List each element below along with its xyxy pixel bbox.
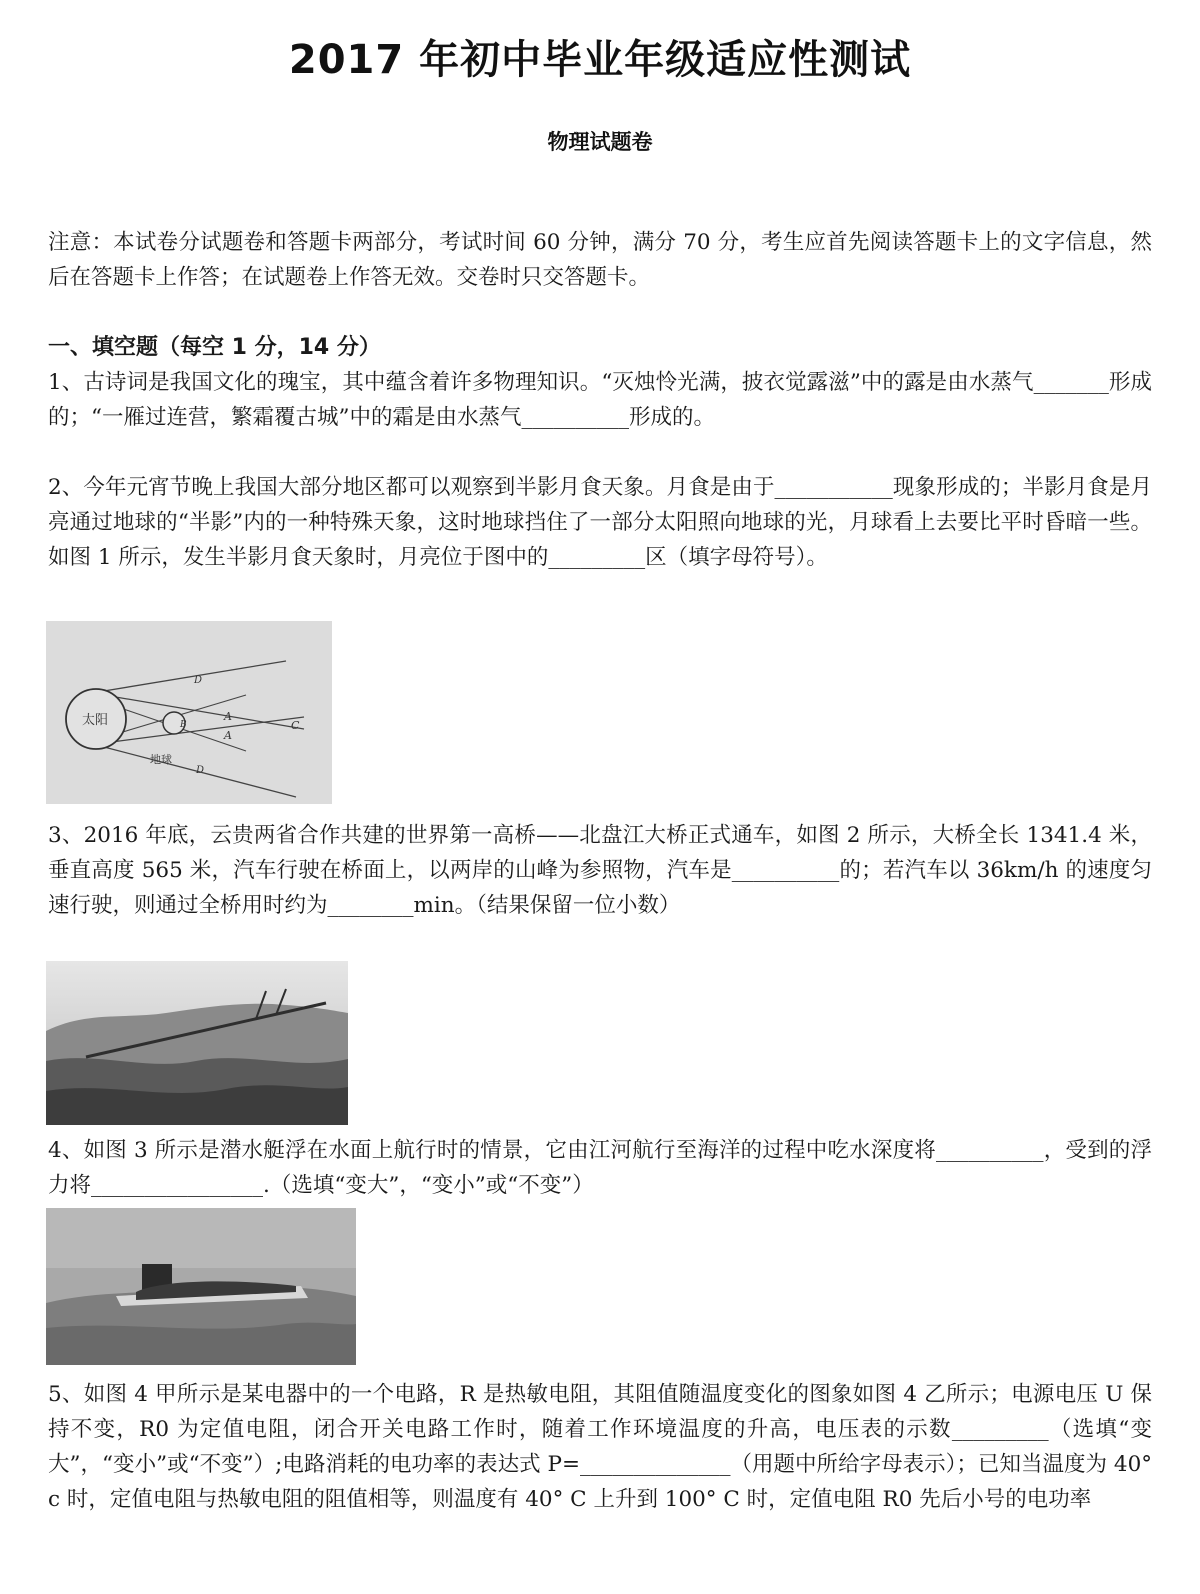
label-a-lower: A xyxy=(224,729,232,742)
label-d-lower: D xyxy=(196,765,205,776)
exam-subtitle: 物理试题卷 xyxy=(547,130,653,154)
question-1: 1、古诗词是我国文化的瑰宝，其中蕴含着许多物理知识。“灭烛怜光满，披衣觉露滋”中的露是由水蒸气_______形成的；“一雁过连营，繁霜覆古城”中的霜是由水蒸气__________形成的。 xyxy=(48,370,1152,430)
earth-label: 地球 xyxy=(150,753,172,766)
question-2: 2、今年元宵节晚上我国大部分地区都可以观察到半影月食天象。月食是由于___________现象形成的；半影月食是月亮通过地球的“半影”内的一种特殊天象，这时地球挡住了一部分太阳照向地球的光，月球看上去要比平时昏暗一些。如图 1 所示，发生半影月食天象时，月亮位于图中的_________区（填字母符号）。 xyxy=(48,475,1152,570)
label-d-upper: D xyxy=(194,675,203,686)
notice-paragraph: 注意：本试卷分试题卷和答题卡两部分，考试时间 60 分钟，满分 70 分，考生应首先阅读答题卡上的文字信息，然后在答题卡上作答；在试题卷上作答无效。交卷时只交答题卡。 xyxy=(48,230,1152,290)
figure-3-submarine-photo xyxy=(46,1208,356,1365)
section-heading: 一、填空题（每空 1 分，14 分） xyxy=(48,335,381,360)
question-5: 5、如图 4 甲所示是某电器中的一个电路，R 是热敏电阻，其阻值随温度变化的图象如图 4 乙所示；电源电压 U 保持不变，R0 为定值电阻，闭合开关电路工作时，随着工作环境温度的升高，电压表的示数_________（选填“变大”，“变小”或“不变”）;电路消耗的电功率的表达式 P=______________（用题中所给字母表示）；已知当温度为 40° c 时，定值电阻与热敏电阻的阻值相等，则温度有 40° C 上升到 100° C 时，定值电阻 R0 先后小号的电功率 xyxy=(48,1382,1152,1512)
question-4: 4、如图 3 所示是潜水艇浮在水面上航行时的情景，它由江河航行至海洋的过程中吃水深度将__________，受到的浮力将________________.（选填“变大”，“变小”或“不变”） xyxy=(48,1138,1152,1198)
label-b: B xyxy=(180,720,187,730)
label-c: C xyxy=(291,719,300,732)
sun-label: 太阳 xyxy=(82,713,109,728)
figure-2-bridge-photo xyxy=(46,961,348,1125)
exam-title: 2017 年初中毕业年级适应性测试 xyxy=(288,37,912,83)
question-3: 3、2016 年底，云贵两省合作共建的世界第一高桥——北盘江大桥正式通车，如图 2 所示，大桥全长 1341.4 米，垂直高度 565 米，汽车行驶在桥面上，以两岸的山峰为参照物，汽车是__________的；若汽车以 36km/h 的速度匀速行驶，则通过全桥用时约为________min。（结果保留一位小数） xyxy=(48,823,1152,918)
label-a-upper: A xyxy=(224,710,232,723)
figure-1-eclipse-diagram xyxy=(46,621,332,804)
